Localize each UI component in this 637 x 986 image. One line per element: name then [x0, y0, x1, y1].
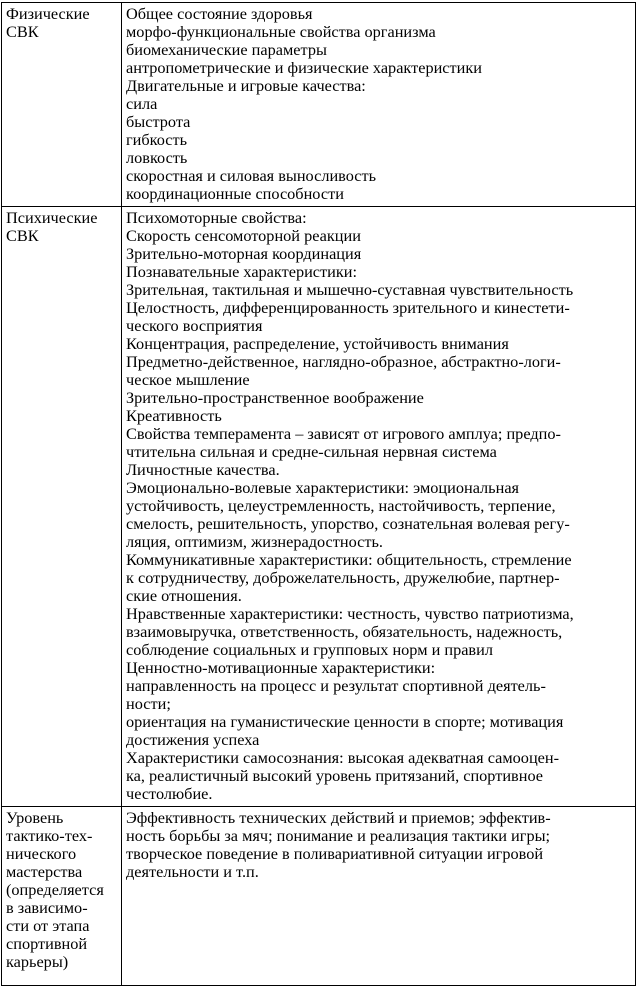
content-line: взаимовыручка, ответственность, обязательность, надежность,	[126, 622, 563, 641]
table-row	[2, 807, 636, 986]
label-line: Психические	[6, 208, 98, 227]
content-line: Ценностно-мотивационные характеристики:	[126, 658, 436, 677]
table-row	[2, 3, 636, 207]
content-line: скоростная и силовая выносливость	[126, 166, 377, 185]
content-line: ческого восприятия	[126, 316, 263, 335]
content-line: Коммуникативные характеристики: общительность, стремление	[126, 550, 572, 569]
label-line: карьеры)	[6, 952, 69, 971]
content-line: Личностные качества.	[126, 460, 280, 479]
row-content-cell	[122, 207, 636, 807]
content-line: честолюбие.	[126, 784, 213, 803]
content-line: Целостность, дифференцированность зрительного и кинестети-	[126, 298, 570, 317]
content-line: Скорость сенсомоторной реакции	[126, 226, 361, 245]
content-line: антропометрические и физические характеристики	[126, 58, 482, 77]
content-line: Предметно-действенное, наглядно-образное, абстрактно-логи-	[126, 352, 561, 371]
content-line: ческое мышление	[126, 370, 250, 389]
content-line: Общее состояние здоровья	[126, 4, 313, 23]
label-line: нического	[6, 844, 77, 863]
content-line: чтительна сильная и средне-сильная нервная система	[126, 442, 497, 461]
content-line: ляция, оптимизм, жизнерадостность.	[126, 532, 383, 551]
content-line: Концентрация, распределение, устойчивость внимания	[126, 334, 509, 353]
label-line: СВК	[6, 22, 39, 41]
row-label-cell	[2, 207, 122, 807]
label-line: (определяется	[6, 880, 104, 899]
content-line: Характеристики самосознания: высокая адекватная самооцен-	[126, 748, 560, 767]
content-line: морфо-функциональные свойства организма	[126, 22, 436, 41]
label-line: в зависимо-	[6, 898, 88, 917]
content-line: Нравственные характеристики: честность, чувство патриотизма,	[126, 604, 574, 623]
content-line: ности;	[126, 694, 171, 713]
row-label-cell	[2, 807, 122, 986]
label-line: сти от этапа	[6, 916, 90, 935]
content-line: Зрительная, тактильная и мышечно-суставная чувствительность	[126, 280, 574, 299]
content-line: ориентация на гуманистические ценности в спорте; мотивация	[126, 712, 564, 731]
content-line: биомеханические параметры	[126, 40, 327, 59]
content-line: координационные способности	[126, 184, 344, 203]
content-line: Эмоционально-волевые характеристики: эмоциональная	[126, 478, 520, 497]
label-line: мастерства	[6, 862, 83, 881]
characteristics-table	[1, 2, 636, 986]
content-line: быстрота	[126, 112, 191, 131]
table-row	[2, 207, 636, 807]
content-line: соблюдение социальных и групповых норм и правил	[126, 640, 493, 659]
content-line: деятельности и т.п.	[126, 862, 259, 881]
content-line: достижения успеха	[126, 730, 260, 749]
content-line: ловкость	[126, 148, 188, 167]
content-line: смелость, решительность, упорство, сознательная волевая регу-	[126, 514, 570, 533]
content-line: Свойства темперамента – зависят от игрового амплуа; предпо-	[126, 424, 561, 443]
label-line: СВК	[6, 226, 39, 245]
content-line: ские отношения.	[126, 586, 242, 605]
content-line: Креативность	[126, 406, 222, 425]
label-line: Физические	[6, 4, 90, 23]
content-line: к сотрудничеству, доброжелательность, дружелюбие, партнер-	[126, 568, 560, 587]
content-line: Зрительно-пространственное воображение	[126, 388, 424, 407]
label-line: Уровень	[6, 808, 64, 827]
content-line: Познавательные характеристики:	[126, 262, 357, 281]
content-line: ка, реалистичный высокий уровень притязаний, спортивное	[126, 766, 544, 785]
content-line: гибкость	[126, 130, 188, 149]
row-content-cell	[122, 807, 636, 986]
label-line: тактико-тех-	[6, 826, 93, 845]
row-content-cell	[122, 3, 636, 207]
content-line: устойчивость, целеустремленность, настойчивость, терпение,	[126, 496, 556, 515]
content-line: Двигательные и игровые качества:	[126, 76, 366, 95]
row-label-cell	[2, 3, 122, 207]
label-line: спортивной	[6, 934, 88, 953]
content-line: сила	[126, 94, 158, 113]
content-line: ность борьбы за мяч; понимание и реализация тактики игры;	[126, 826, 551, 845]
content-line: направленность на процесс и результат спортивной деятель-	[126, 676, 546, 695]
content-line: Зрительно-моторная координация	[126, 244, 362, 263]
content-line: Эффективность технических действий и приемов; эффектив-	[126, 808, 551, 827]
content-line: Психомоторные свойства:	[126, 208, 307, 227]
content-line: творческое поведение в поливариативной ситуации игровой	[126, 844, 544, 863]
